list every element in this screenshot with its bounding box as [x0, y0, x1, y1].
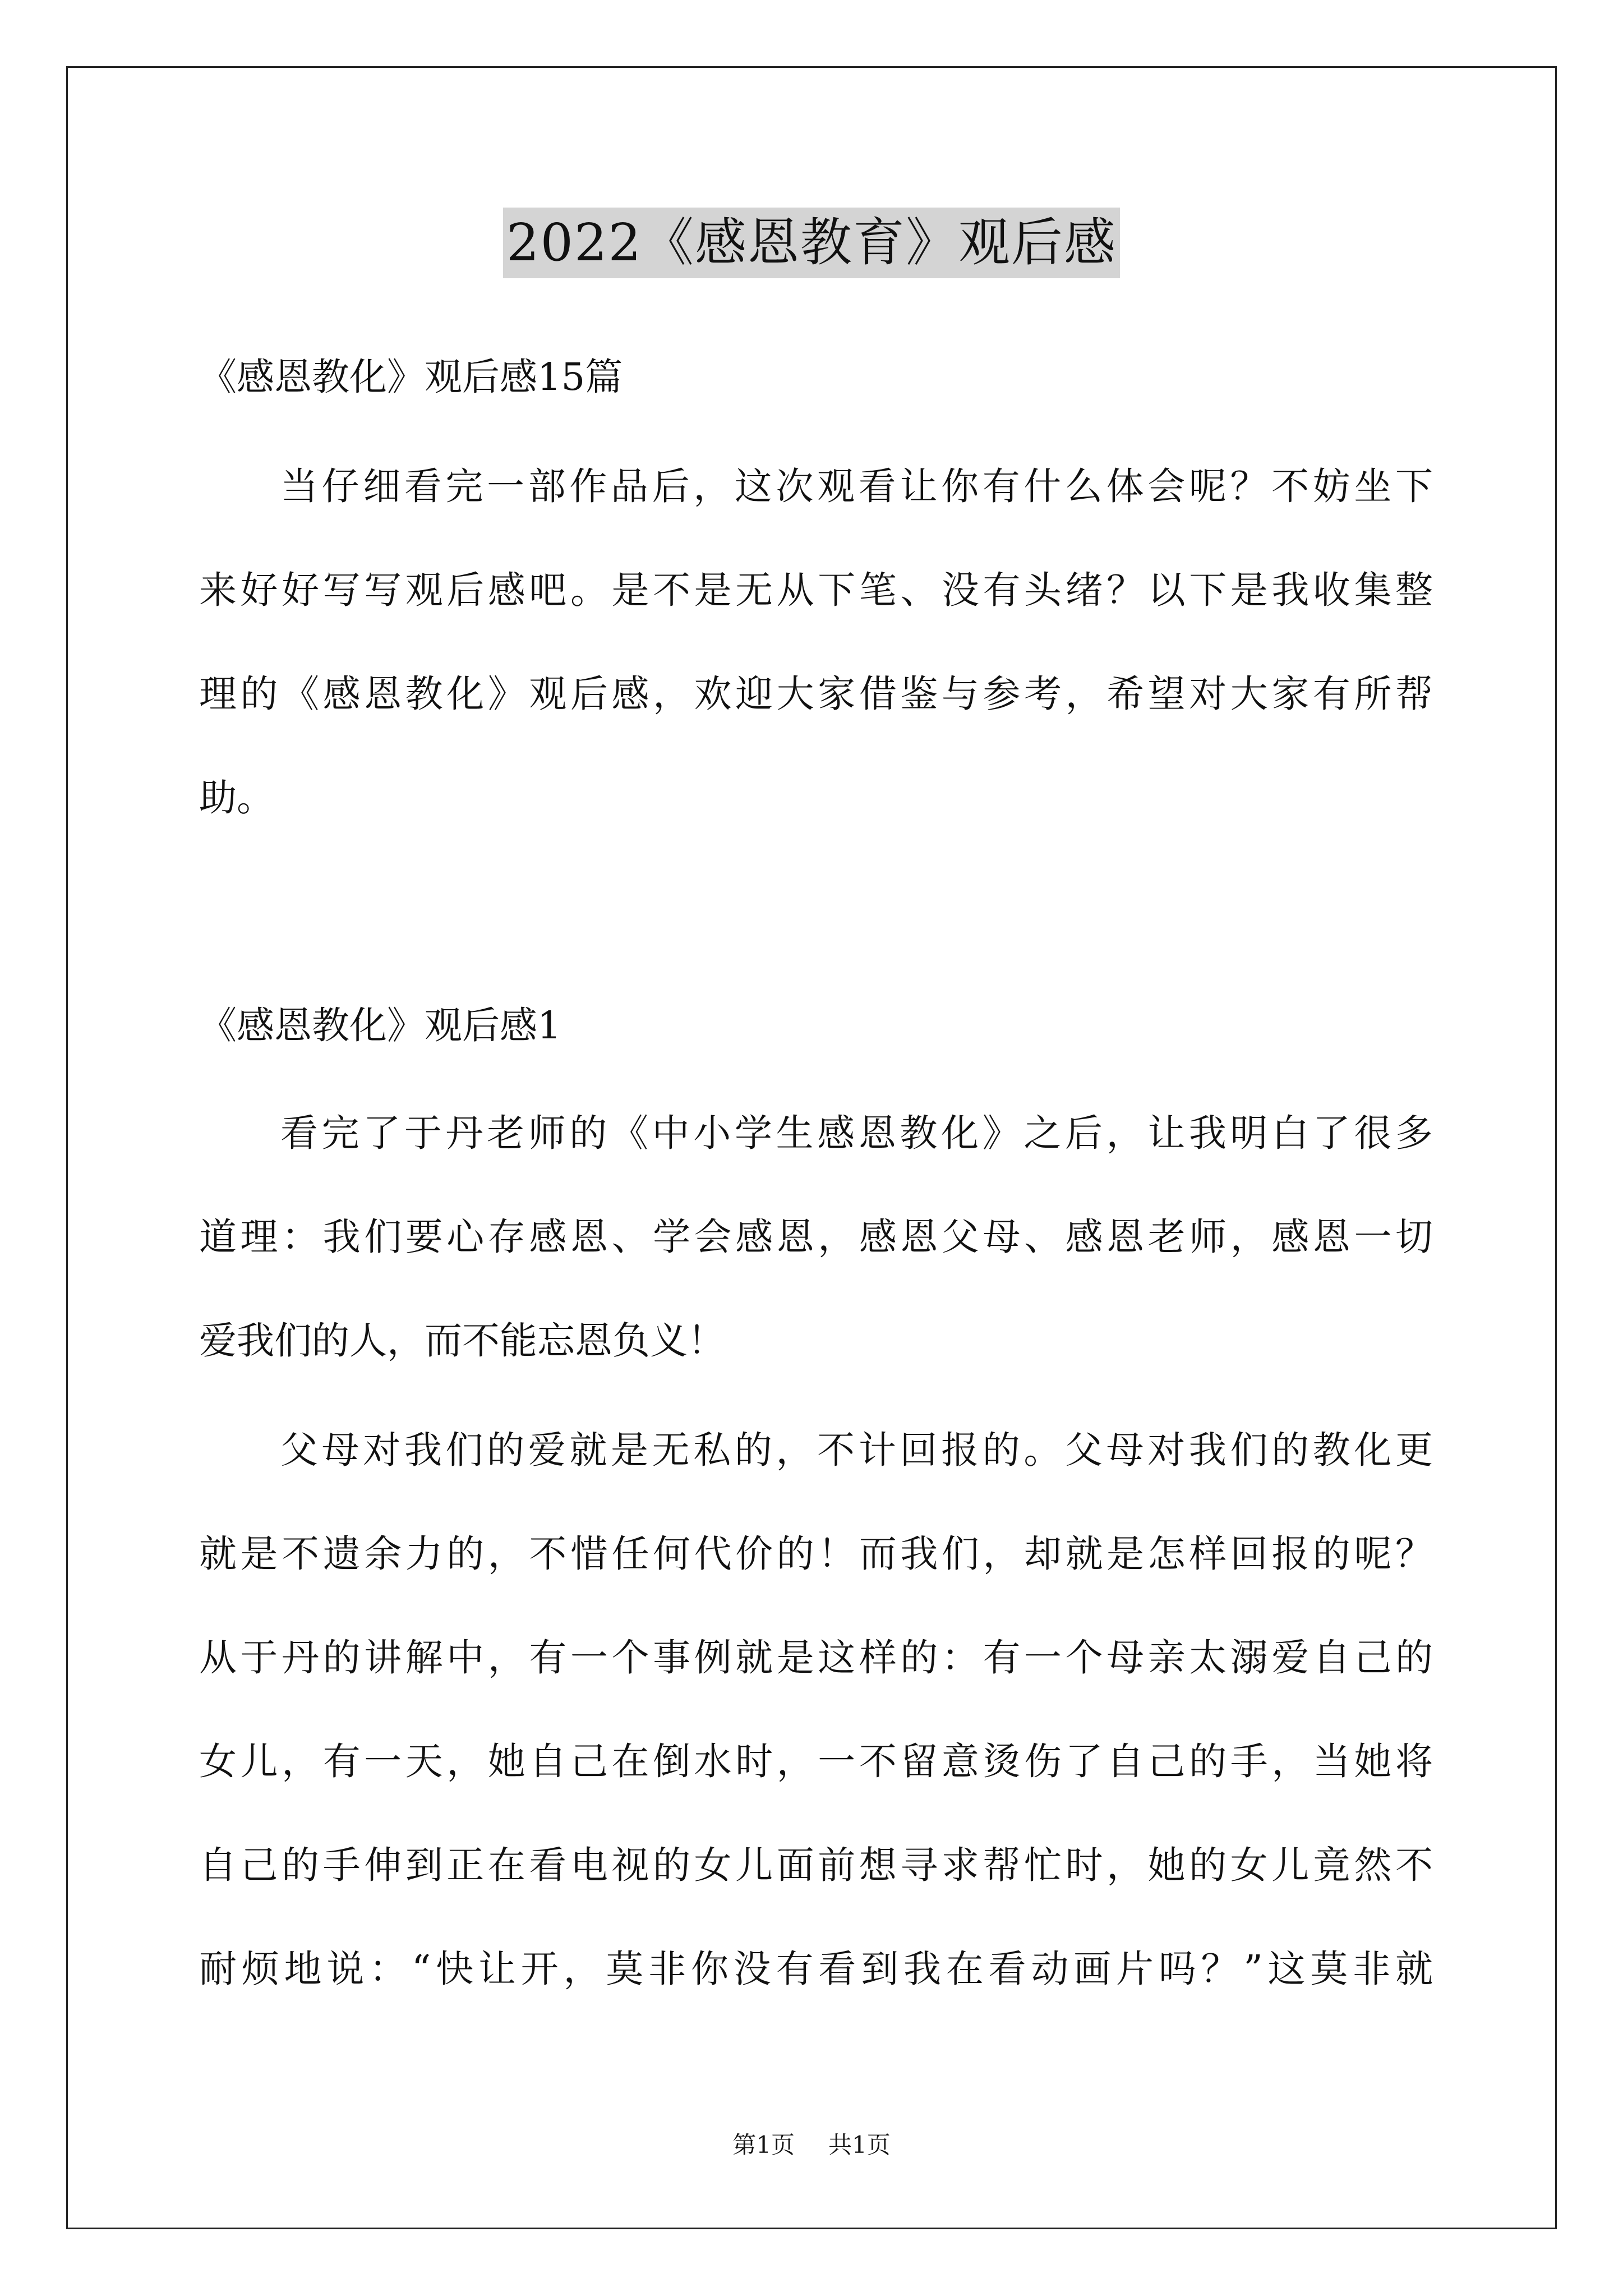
- paragraph-line: 从于丹的讲解中，有一个事例就是这样的：有一个母亲太溺爱自己的: [199, 1636, 1433, 1680]
- paragraph-line: 女儿，有一天，她自己在倒水时，一不留意烫伤了自己的手，当她将: [199, 1740, 1433, 1783]
- title-block: [0, 208, 1623, 278]
- intro-line: 当仔细看完一部作品后，这次观看让你有什么体会呢？不妨坐下: [280, 464, 1433, 508]
- paragraph-line: 就是不遗余力的，不惜任何代价的！而我们，却就是怎样回报的呢？: [199, 1532, 1433, 1576]
- paragraph-line: 道理：我们要心存感恩、学会感恩，感恩父母、感恩老师，感恩一切: [199, 1215, 1433, 1259]
- page-total: 共1页: [828, 2131, 891, 2159]
- intro-line: 助。: [199, 776, 274, 820]
- paragraph-line: 耐烦地说：“快让开，莫非你没有看到我在看动画片吗？”这莫非就: [199, 1947, 1433, 1991]
- paragraph-line: 爱我们的人，而不能忘恩负义！: [199, 1319, 725, 1363]
- paragraph-line: 自己的手伸到正在看电视的女儿面前想寻求帮忙时，她的女儿竟然不: [199, 1843, 1433, 1887]
- document-title: 2022《感恩教育》观后感: [503, 208, 1120, 278]
- page-footer: [0, 2128, 1623, 2162]
- intro-line: 来好好写写观后感吧。是不是无从下笔、没有头绪？以下是我收集整: [199, 568, 1433, 612]
- section-heading: 《感恩教化》观后感1: [199, 1004, 561, 1047]
- subtitle: 《感恩教化》观后感15篇: [199, 355, 623, 399]
- intro-line: 理的《感恩教化》观后感，欢迎大家借鉴与参考，希望对大家有所帮: [199, 672, 1433, 716]
- paragraph-line: 看完了于丹老师的《中小学生感恩教化》之后，让我明白了很多: [280, 1111, 1433, 1155]
- page-number: 第1页: [732, 2131, 795, 2159]
- paragraph-line: 父母对我们的爱就是无私的，不计回报的。父母对我们的教化更: [280, 1428, 1433, 1472]
